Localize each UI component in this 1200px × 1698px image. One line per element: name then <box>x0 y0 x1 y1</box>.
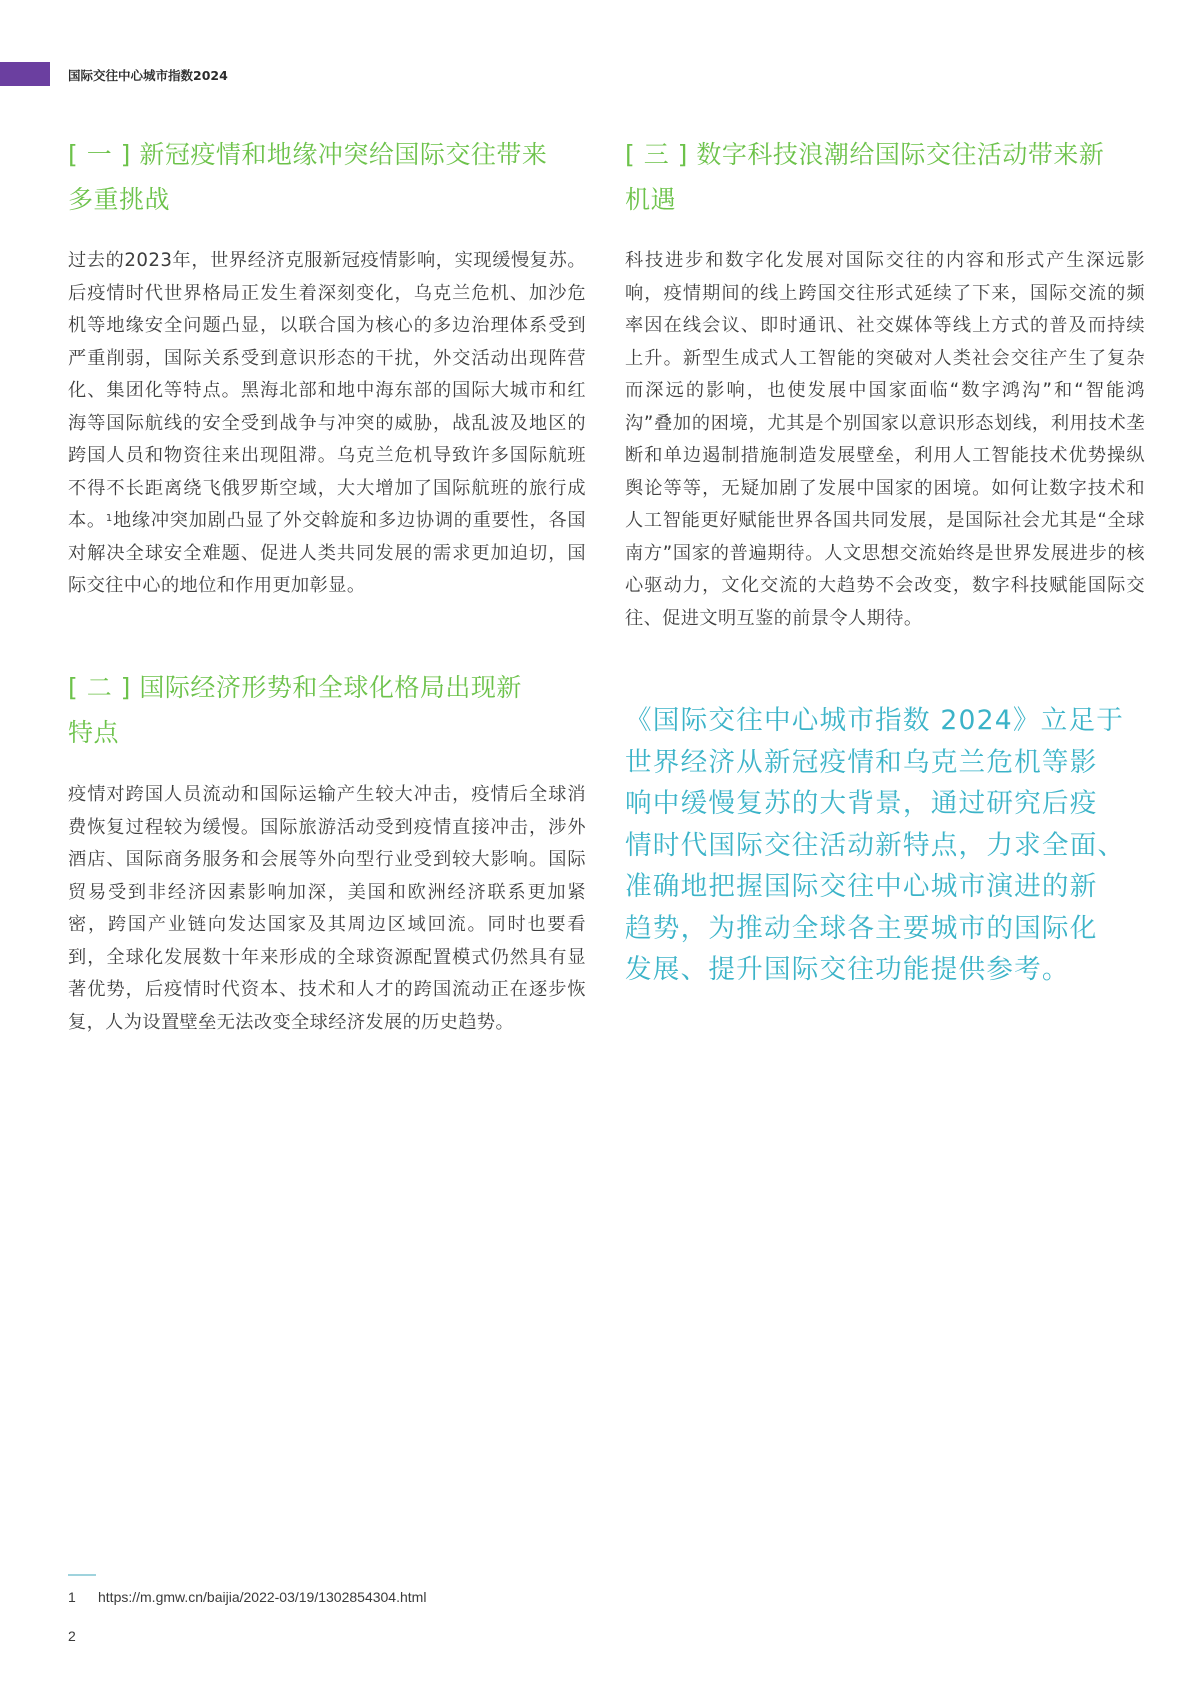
section-2-body: 疫情对跨国人员流动和国际运输产生较大冲击，疫情后全球消费恢复过程较为缓慢。国际旅游活动受到疫情直接冲击，涉外酒店、国际商务服务和会展等外向型行业受到较大影响。国际贸易受到非经济因素影响加深，美国和欧洲经济联系更加紧密，跨国产业链向发达国家及其周边区域回流。同时也要看到，全球化发展数十年来形成的全球资源配置模式仍然具有显著优势，后疫情时代资本、技术和人才的跨国流动正在逐步恢复，人为设置壁垒无法改变全球经济发展的历史趋势。 <box>68 784 586 1033</box>
pullquote-line-6: 趋势，为推动全球各主要城市的国际化 <box>625 912 1098 944</box>
footnote-1 <box>68 1589 426 1605</box>
footnote-number: 1 <box>68 1589 76 1605</box>
section-1-heading-line-2: 多重挑战 <box>68 185 171 214</box>
section-1-body-part-1: 过去的2023年，世界经济克服新冠疫情影响，实现缓慢复苏。后疫情时代世界格局正发生着深刻变化，乌克兰危机、加沙危机等地缘安全问题凸显，以联合国为核心的多边治理体系受到严重削弱，国际关系受到意识形态的干扰，外交活动出现阵营化、集团化等特点。黑海北部和地中海东部的国际大城市和红海等国际航线的安全受到战争与冲突的威胁，战乱波及地区的跨国人员和物资往来出现阻滞。乌克兰危机导致许多国际航班不得不长距离绕飞俄罗斯空域，大大增加了国际航班的旅行成本。 <box>68 250 586 531</box>
section-1-body <box>68 245 586 603</box>
section-3-heading <box>625 132 1145 222</box>
pullquote-line-4: 情时代国际交往活动新特点，力求全面、 <box>625 829 1126 861</box>
section-2-heading <box>68 665 586 755</box>
pullquote-line-1: 《国际交往中心城市指数 2024》立足于 <box>625 705 1125 736</box>
section-3-heading-line-2: 机遇 <box>625 185 677 214</box>
section-3-body: 科技进步和数字化发展对国际交往的内容和形式产生深远影响，疫情期间的线上跨国交往形式延续了下来，国际交流的频率因在线会议、即时通讯、社交媒体等线上方式的普及而持续上升。新型生成式人工智能的突破对人类社会交往产生了复杂而深远的影响，也使发展中国家面临“数字鸿沟”和“智能鸿沟”叠加的困境，尤其是个别国家以意识形态划线，利用技术垄断和单边遏制措施制造发展壁垒，利用人工智能技术优势操纵舆论等等，无疑加剧了发展中国家的困境。如何让数字技术和人工智能更好赋能世界各国共同发展，是国际社会尤其是“全球南方”国家的普遍期待。人文思想交流始终是世界发展进步的核心驱动力，文化交流的大趋势不会改变，数字科技赋能国际交往、促进文明互鉴的前景令人期待。 <box>625 250 1145 629</box>
header-accent-bar <box>0 62 50 86</box>
section-1-heading-line-1: [ 一 ] 新冠疫情和地缘冲突给国际交往带来 <box>68 140 548 169</box>
section-2-heading-line-2: 特点 <box>68 718 120 747</box>
footnote-divider <box>68 1574 96 1576</box>
pullquote-line-5: 准确地把握国际交往中心城市演进的新 <box>625 871 1098 902</box>
running-header-title: 国际交往中心城市指数2024 <box>68 68 228 83</box>
footnote-link[interactable]: https://m.gmw.cn/baijia/2022-03/19/1302854304.html <box>98 1589 427 1605</box>
section-3-body-wrap <box>625 245 1145 635</box>
pullquote <box>625 700 1185 991</box>
section-2 <box>68 665 586 755</box>
section-2-body-wrap <box>68 779 586 1039</box>
pullquote-line-3: 响中缓慢复苏的大背景，通过研究后疫 <box>625 788 1098 819</box>
section-1-heading <box>68 132 586 222</box>
section-3 <box>625 132 1145 222</box>
footnote-ref-1[interactable]: 1 <box>105 513 113 524</box>
page-number: 2 <box>68 1628 76 1644</box>
section-1-body-part-2: 地缘冲突加剧凸显了外交斡旋和多边协调的重要性，各国对解决全球安全难题、促进人类共同发展的需求更加迫切，国际交往中心的地位和作用更加彰显。 <box>68 510 586 596</box>
pullquote-line-2: 世界经济从新冠疫情和乌克兰危机等影 <box>625 746 1098 778</box>
pullquote-line-7: 发展、提升国际交往功能提供参考。 <box>625 954 1070 985</box>
section-2-heading-line-1: [ 二 ] 国际经济形势和全球化格局出现新 <box>68 673 522 702</box>
section-1-body-wrap <box>68 245 586 603</box>
section-1 <box>68 132 586 222</box>
section-3-heading-line-1: [ 三 ] 数字科技浪潮给国际交往活动带来新 <box>625 140 1105 169</box>
